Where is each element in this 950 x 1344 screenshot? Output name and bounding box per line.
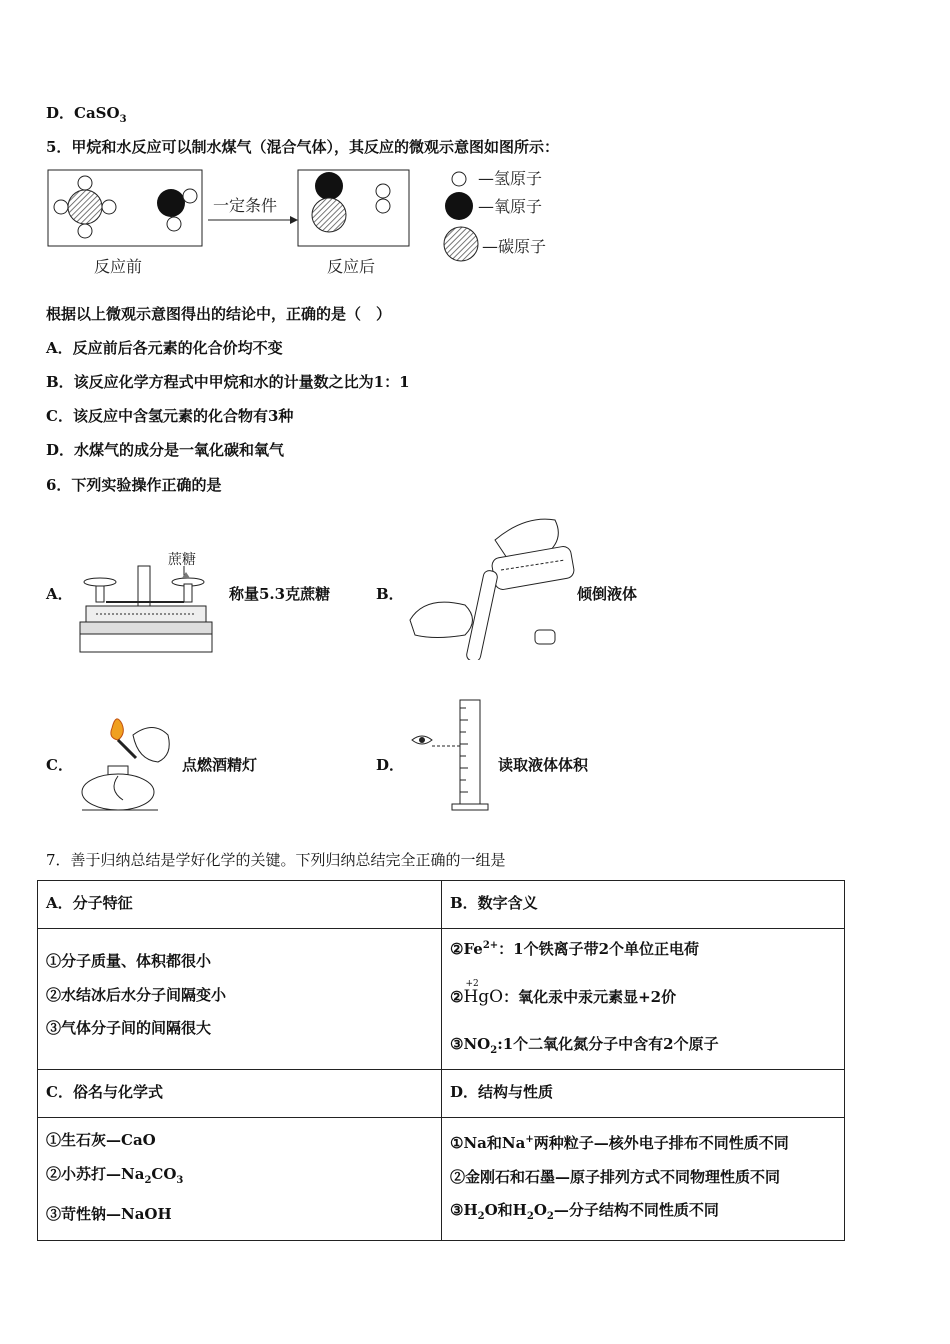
- q7-b-item-1: $②Fe^{2+}$：1个铁离子带2个单位正电荷: [450, 940, 700, 958]
- legend-hydrogen: —氢原子: [478, 169, 543, 188]
- balance-figure: [76, 548, 216, 658]
- hydrogen-atom: [167, 217, 181, 231]
- hydrogen-atom: [183, 189, 197, 203]
- legend-carbon-icon: [444, 227, 478, 261]
- q6-option-d-text: 读取液体体积: [498, 756, 589, 774]
- legend-oxygen-icon: [445, 192, 473, 220]
- q6-option-c-text: 点燃酒精灯: [182, 756, 258, 774]
- hydrogen-atom: [78, 224, 92, 238]
- q5-stem: 5．甲烷和水反应可以制水煤气（混合气体），其反应的微观示意图如图所示：: [46, 138, 559, 156]
- q5-option-d: D．水煤气的成分是一氧化碳和氧气: [46, 441, 285, 459]
- alcohol-lamp-figure: [78, 710, 178, 815]
- q7-a-item-1: ①分子质量、体积都很小: [46, 952, 212, 970]
- arrow-head: [290, 216, 298, 224]
- q6-option-b-text: 倾倒液体: [577, 585, 638, 603]
- reaction-condition: 一定条件: [213, 196, 278, 215]
- legend-carbon: —碳原子: [482, 237, 547, 256]
- q7-b-item-2: ② +2 HgO：氧化汞中汞元素显+2价: [450, 979, 677, 1007]
- q7-c-item-3: ③苛性钠—NaOH: [46, 1205, 172, 1223]
- q5-option-c: C．该反应中含氢元素的化合物有3种: [46, 407, 294, 425]
- graduated-cylinder-figure: [404, 698, 494, 813]
- q6-stem: 6．下列实验操作正确的是: [46, 476, 222, 494]
- q5-question: 根据以上微观示意图得出的结论中，正确的是（ ）: [46, 305, 392, 323]
- q7-d-header: D．结构与性质: [442, 1070, 845, 1118]
- q7-b-item-3: $③NO_2:1$个二氧化氮分子中含有2个原子: [450, 1035, 719, 1056]
- q5-reaction-diagram: [40, 162, 580, 282]
- q7-c-header: C．俗名与化学式: [38, 1070, 442, 1118]
- q7-stem: 7．善于归纳总结是学好化学的关键。下列归纳总结完全正确的一组是: [46, 851, 506, 869]
- q7-a-item-3: ③气体分子间的间隔很大: [46, 1019, 212, 1037]
- before-label: 反应前: [94, 257, 143, 276]
- co-oxygen-atom: [315, 172, 343, 200]
- q7-c-items: [38, 1118, 442, 1241]
- q7-c-item-1: ①生石灰—CaO: [46, 1131, 156, 1149]
- q7-b-items: [442, 929, 845, 1070]
- q7-table: [37, 880, 845, 1241]
- legend-oxygen: —氧原子: [478, 197, 543, 216]
- hydrogen-atom: [54, 200, 68, 214]
- methane-carbon-atom: [68, 190, 102, 224]
- water-oxygen-atom: [157, 189, 185, 217]
- q4-option-d: D．CaSO$_3$: [46, 104, 127, 125]
- q7-a-item-2: ②水结冰后水分子间隔变小: [46, 986, 227, 1004]
- pouring-figure: [405, 510, 585, 660]
- q6-option-d-letter: D．: [376, 756, 405, 774]
- co-carbon-atom: [312, 198, 346, 232]
- q7-d-item-2: ②金刚石和石墨—原子排列方式不同物理性质不同: [450, 1168, 781, 1186]
- q6-option-a-letter: A．: [46, 585, 73, 603]
- q7-d-item-3: $③H_2O$和$H_2O_2—$分子结构不同性质不同: [450, 1201, 719, 1222]
- q7-c-item-2: ②小苏打$—Na_2CO_3$: [46, 1165, 184, 1186]
- q7-d-item-1: ①Na和Na+两种粒子—核外电子排布不同性质不同: [450, 1134, 789, 1152]
- q6-option-b-letter: B．: [376, 585, 404, 603]
- q5-option-b: B．该反应化学方程式中甲烷和水的计量数之比为1：1: [46, 373, 410, 391]
- hydrogen-atom: [78, 176, 92, 190]
- q7-a-items: [38, 929, 442, 1070]
- sugar-label: 蔗糖: [168, 552, 196, 568]
- after-label: 反应后: [327, 257, 376, 276]
- q5-option-a: A．反应前后各元素的化合价均不变: [46, 339, 283, 357]
- legend-hydrogen-icon: [452, 172, 466, 186]
- q7-d-items: [442, 1118, 845, 1241]
- hydrogen-atom: [376, 199, 390, 213]
- q7-a-header: A．分子特征: [38, 881, 442, 929]
- hydrogen-atom: [102, 200, 116, 214]
- q6-option-a-text: 称量5.3克蔗糖: [229, 585, 331, 603]
- hydrogen-atom: [376, 184, 390, 198]
- q6-option-c-letter: C．: [46, 756, 73, 774]
- q7-b-header: B．数字含义: [442, 881, 845, 929]
